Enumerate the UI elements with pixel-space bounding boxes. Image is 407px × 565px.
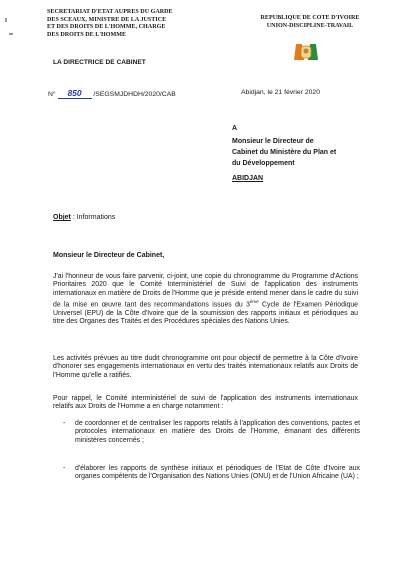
recipient-city: ABIDJAN xyxy=(232,175,264,182)
paragraph-text: Cycle de l'Examen Périodique Universel (EPU) de la Côte d'Ivoire que de la soumission des rapports initiaux et périodiques au titre des Organes des Traités et des Procédures spéciales des Nations Unies. xyxy=(53,301,358,326)
recipient-title-line: Monsieur le Directeur de xyxy=(232,138,314,145)
recipient-block xyxy=(232,123,336,184)
letter-date: Abidjan, le 21 février 2020 xyxy=(241,89,320,96)
issuing-authority-line: ET DES DROITS DE L'HOMME, CHARGE xyxy=(47,24,166,31)
list-bullet: - xyxy=(63,465,66,472)
body-paragraph-3: Pour rappel, le Comité interministériel de suivi de l'application des instruments internationaux relatifs aux Droits de l'Homme a en charge notamment : xyxy=(53,395,358,411)
subject-line xyxy=(53,214,115,221)
reference-number xyxy=(48,88,176,99)
sender-unit: LA DIRECTRICE DE CABINET xyxy=(53,59,146,66)
ordinal-suffix: ème xyxy=(249,299,259,305)
list-item: d'élaborer les rapports de synthèse initiaux et périodiques de l'Etat de Côte d'Ivoire aux organes compétents de l'Organisation des Nations Unies (ONU) et de l'Union Africaine (UA) ; xyxy=(75,465,360,481)
republic-name: REPUBLIQUE DE COTE D'IVOIRE xyxy=(260,15,360,21)
issuing-authority-line: DES SCEAUX, MINISTRE DE LA JUSTICE xyxy=(47,16,167,23)
issuing-authority-line: SECRETARIAT D'ETAT AUPRES DU GARDE xyxy=(47,9,173,15)
handwritten-number: 850 xyxy=(58,88,92,99)
reference-prefix: N° xyxy=(48,91,56,98)
paragraph-text: J'ai l'honneur de vous faire parvenir, ci-joint, une copie du chronogramme du Programme d'Actions Prioritaires 2020 que le Comité Interministériel de Suivi de l'application des instruments internationaux en matière de Droits de l'Homme que je préside entend mener dans le cadre du suivi de la mise en œuvre tant des recommandations issues du 3 xyxy=(53,273,358,309)
republic-header xyxy=(245,15,375,30)
salutation: Monsieur le Directeur de Cabinet, xyxy=(53,252,165,259)
issuing-authority-line: DES DROITS DE L'HOMME xyxy=(47,31,127,38)
recipient-prefix: A xyxy=(232,125,238,132)
list-item: de coordonner et de centraliser les rapports relatifs à l'application des conventions, pactes et protocoles internationaux en matière des Droits de l'Homme, émanant des différents ministères concernés ; xyxy=(75,420,360,444)
recipient-title-line: du Développement xyxy=(232,160,295,167)
issuing-authority xyxy=(47,9,197,39)
body-paragraph-2: Les activités prévues au titre dudit chronogramme ont pour objectif de permettre à la Côte d'Ivoire d'honorer ses engagements internationaux en vertu des traités internationaux relatifs aux Droits de l'Homme qu'elle a ratifiés. xyxy=(53,355,358,379)
list-bullet: - xyxy=(63,420,66,427)
republic-motto: UNION-DISCIPLINE-TRAVAIL xyxy=(266,22,354,29)
subject-value: : Informations xyxy=(72,214,116,221)
subject-label: Objet xyxy=(53,214,71,221)
reference-code: /SEGSMJDHDH/2020/CAB xyxy=(93,91,176,98)
coat-of-arms-icon xyxy=(292,42,320,62)
margin-marks xyxy=(0,0,20,60)
recipient-title-line: Cabinet du Ministère du Plan et xyxy=(232,149,337,156)
body-paragraph-1 xyxy=(53,273,358,327)
